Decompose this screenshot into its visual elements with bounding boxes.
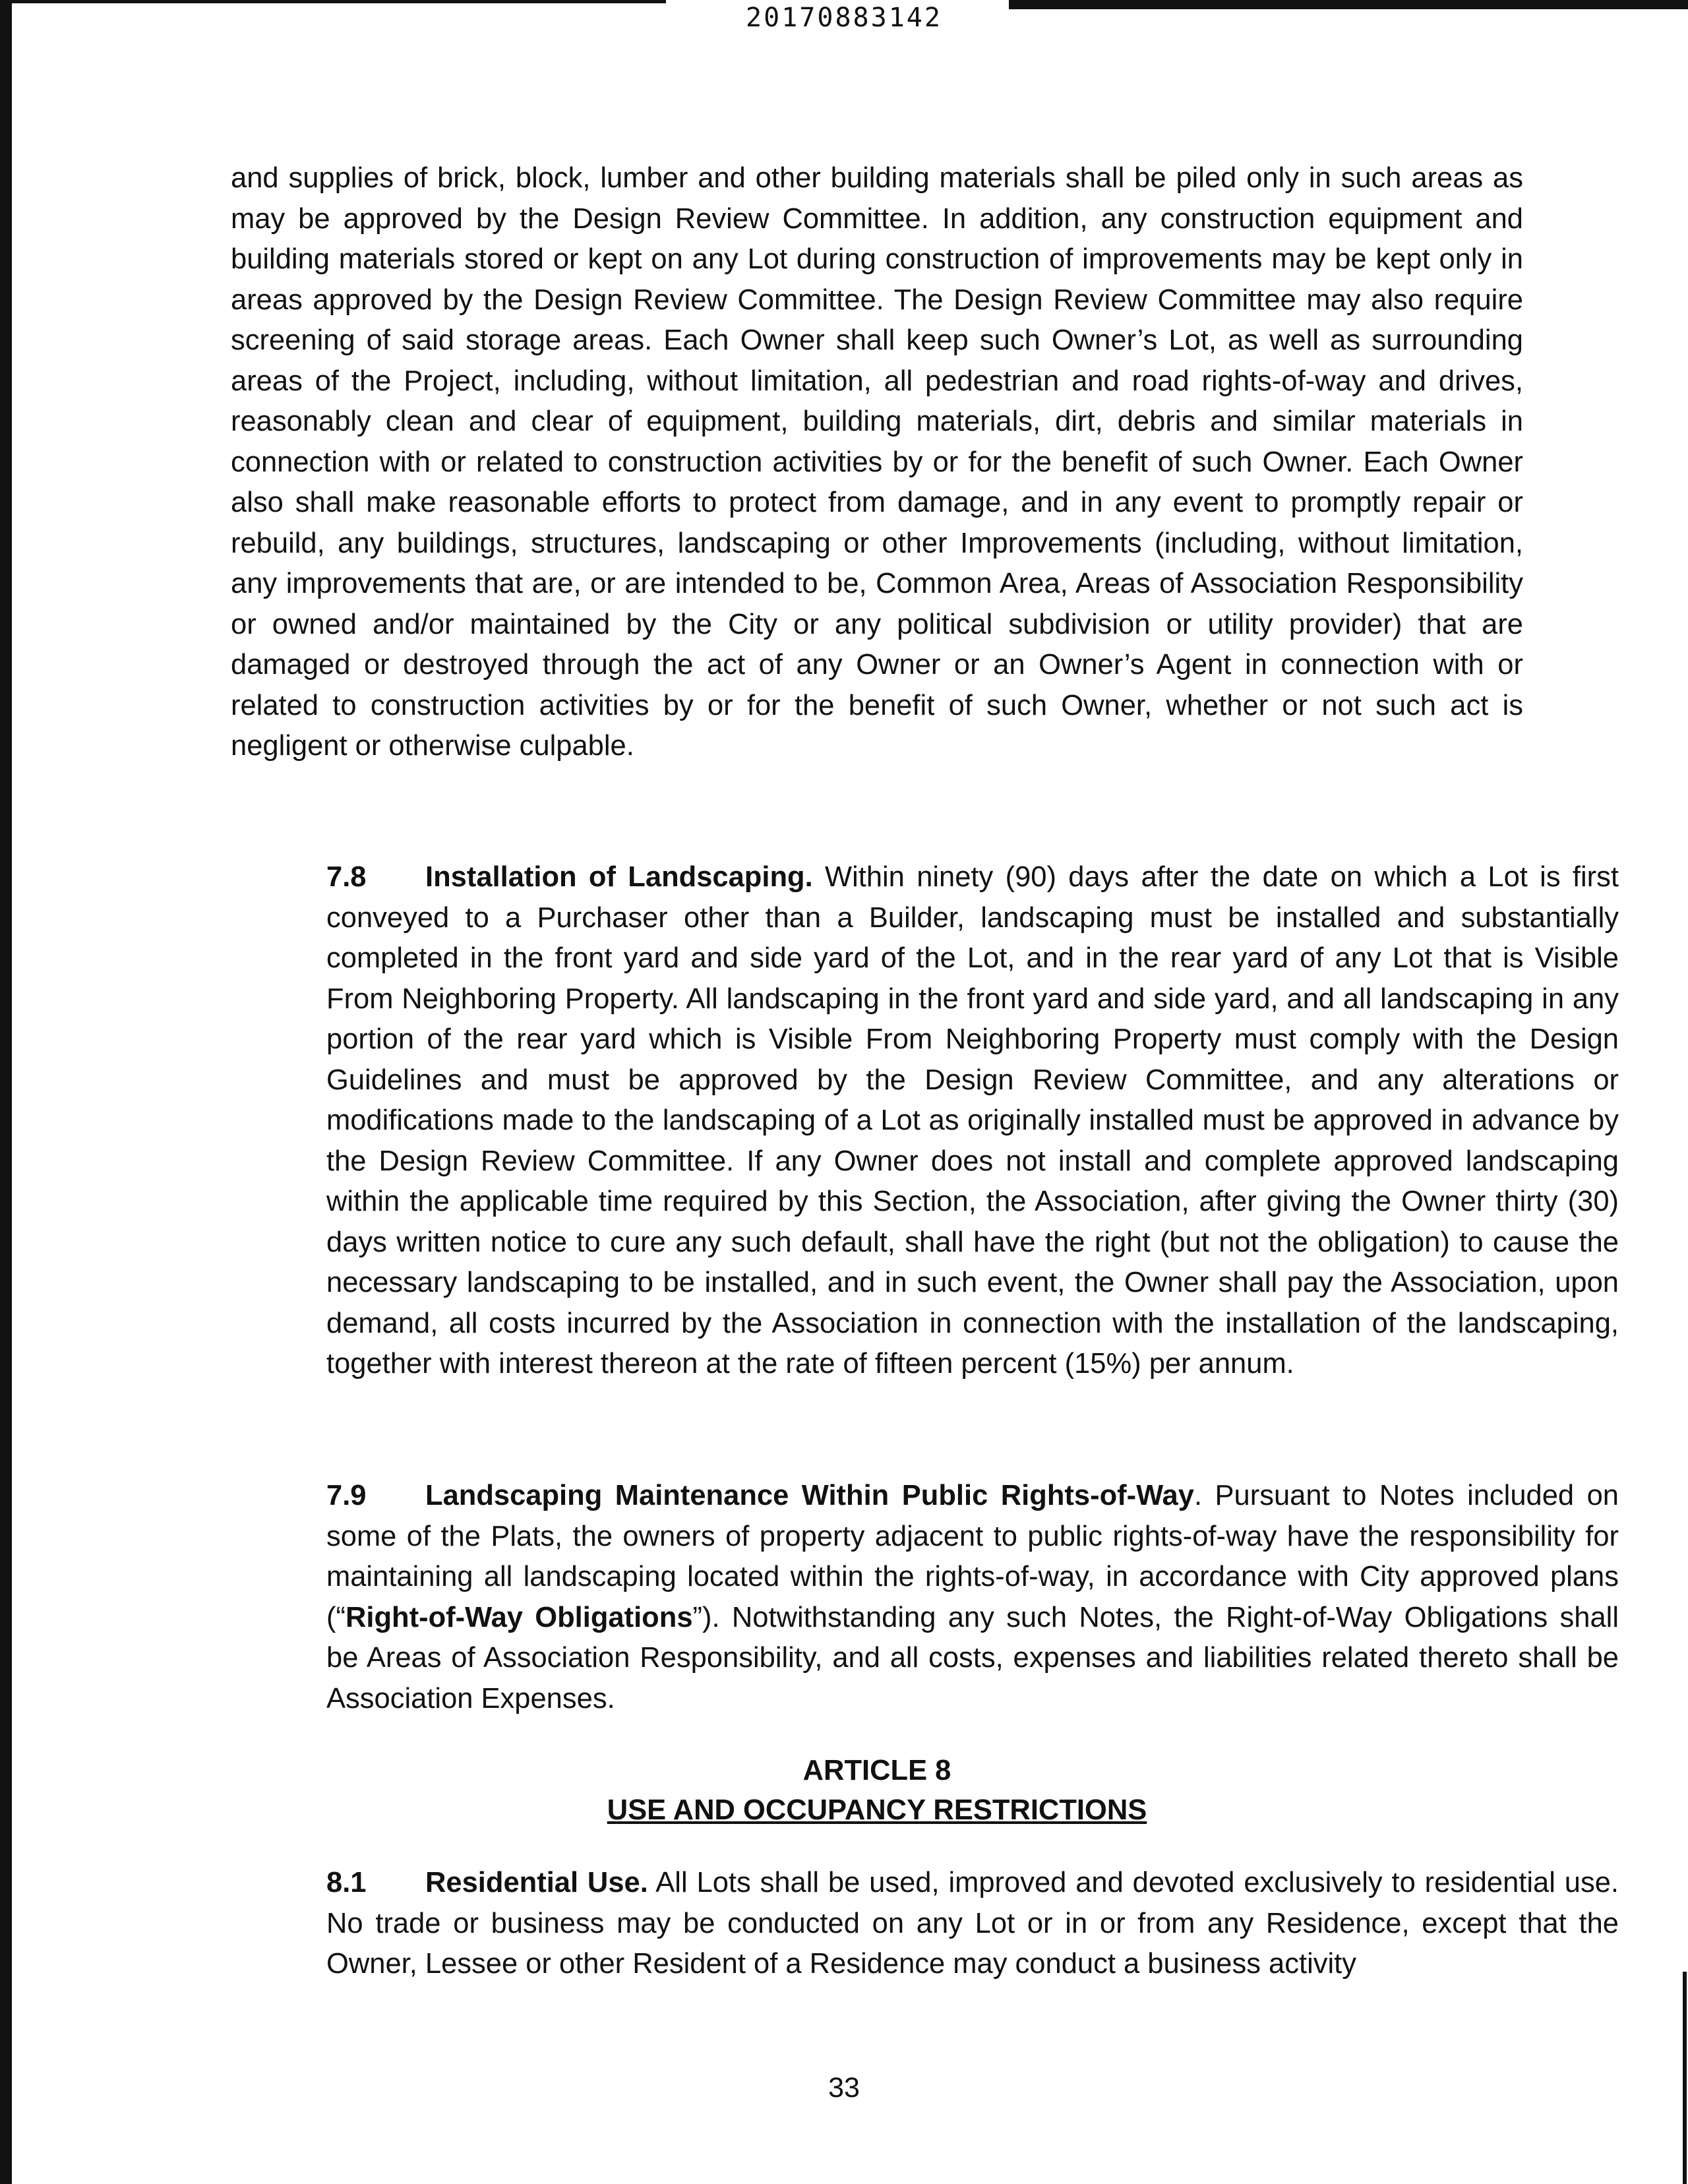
paragraph-continuation — [231, 158, 1523, 767]
section-text-part-a: Pursuant to Notes included on some of the Plats, the owners of property adjacent to public rights-of-way have the responsibility for maintaining all landscaping located within the rights-of-way, in accordance with City approved plans (“ — [326, 1480, 1619, 1633]
section-title: Landscaping Maintenance Within Public Rights-of-Way — [425, 1480, 1194, 1511]
section-8-1 — [231, 1863, 1619, 1985]
section-7-9 — [231, 1476, 1619, 1719]
section-text: Within ninety (90) days after the date on which a Lot is first conveyed to a Purchaser other than a Builder, landscaping must be installed and substantially completed in the front yard and side yard of the Lot, and in the rear yard of any Lot that is Visible From Neighboring Property. All landscaping in the front yard and side yard, and all landscaping in any portion of the rear yard which is Visible From Neighboring Property must comply with the Design Guidelines and must be approved by the Design Review Committee, and any alterations or modifications made to the landscaping of a Lot as originally installed must be approved in advance by the Design Review Committee. If any Owner does not install and complete approved landscaping within the applicable time required by this Section, the Association, after giving the Owner thirty (30) days written notice to cure any such default, shall have the right (but not the obligation) to cause the necessary landscaping to be installed, and in such event, the Owner shall pay the Association, upon demand, all costs incurred by the Association in connection with the installation of the landscaping, together with interest thereon at the rate of fifteen percent (15%) per annum. — [326, 861, 1619, 1380]
section-7-8 — [231, 857, 1619, 1385]
page-number: 33 — [828, 2072, 860, 2104]
section-text-part-b: ”). Notwithstanding any such Notes, the Right-of-Way Obligations shall be Areas of Association Responsibility, and all costs, expenses and liabilities related thereto shall be Association Expenses. — [326, 1601, 1619, 1714]
section-number: 8.1 — [326, 1867, 367, 1898]
paragraph-text: and supplies of brick, block, lumber and other building materials shall be piled only in such areas as may be approved by the Design Review Committee. In addition, any construction equipment and building materials stored or kept on any Lot during construction of improvements may be kept only in areas approved by the Design Review Committee. The Design Review Committee may also require screening of said storage areas. Each Owner shall keep such Owner’s Lot, as well as surrounding areas of the Project, including, without limitation, all pedestrian and road rights-of-way and drives, reasonably clean and clear of equipment, building materials, dirt, debris and similar materials in connection with or related to construction activities by or for the benefit of such Owner. Each Owner also shall make reasonable efforts to protect from damage, and in any event to promptly repair or rebuild, any buildings, structures, landscaping or other Improvements (including, without limitation, any improvements that are, or are intended to be, Common Area, Areas of Association Responsibility or owned and/or maintained by the City or any political subdivision or utility provider) that are damaged or destroyed through the act of any Owner or an Owner’s Agent in connection with or related to construction activities by or for the benefit of such Owner, whether or not such act is negligent or otherwise culpable. — [231, 162, 1523, 762]
section-title-punct: . — [1193, 1480, 1203, 1511]
article-number: ARTICLE 8 — [802, 1755, 951, 1786]
section-title: Residential Use. — [425, 1867, 648, 1898]
article-title: USE AND OCCUPANCY RESTRICTIONS — [607, 1794, 1147, 1826]
defined-term: Right-of-Way Obligations — [345, 1601, 693, 1633]
section-number: 7.9 — [326, 1480, 367, 1511]
section-text: All Lots shall be used, improved and devoted exclusively to residential use. No trade or business may be conducted on any Lot or in or from any Residence, except that the Owner, Lessee or other Resident of a Residence may conduct a business activity — [326, 1867, 1619, 1980]
section-number: 7.8 — [326, 861, 367, 893]
recording-number: 20170883142 — [746, 3, 942, 33]
scan-border-left — [0, 0, 12, 2184]
section-title: Installation of Landscaping. — [425, 861, 813, 893]
